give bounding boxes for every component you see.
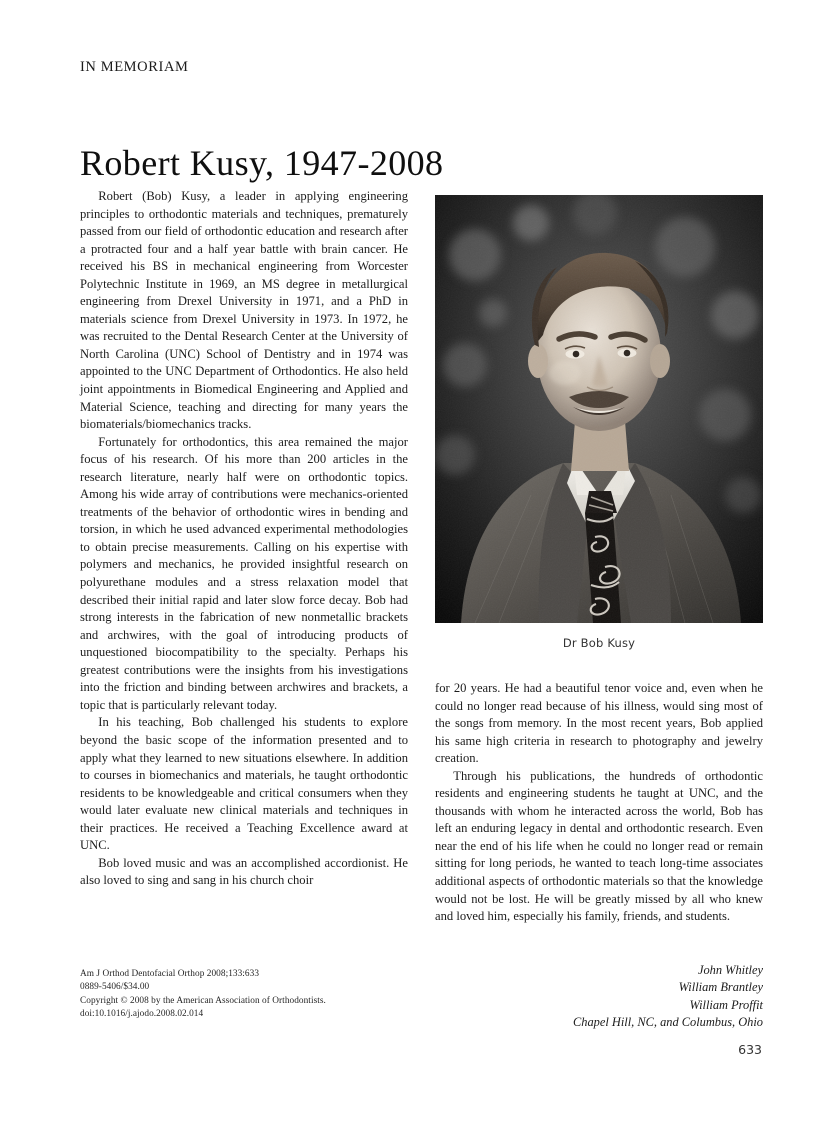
page-title: Robert Kusy, 1947-2008 [80, 143, 444, 184]
portrait-photo [435, 195, 763, 623]
footnote-block [80, 968, 420, 1022]
paragraph: Robert (Bob) Kusy, a leader in applying engineering principles to orthodontic materials and techniques, prematurely passed from our field of orthodontic education and research after a protracted four and a half year battle with brain cancer. He received his BS in mechanical engineering from Worcester Polytechnic Institute in 1969, an MS degree in metallurgical engineering from Drexel University in 1971, and a PhD in materials science from Drexel University in 1973. In 1972, he was recruited to the Dental Research Center at the University of North Carolina (UNC) School of Dentistry and in 1974 was appointed to the UNC Department of Orthodontics. He also held joint appointments in Biomedical Engineering and Applied and Material Science, teaching and directing for many years the biomaterials/biomechanics tracks. [80, 189, 408, 432]
issn-price: 0889-5406/$34.00 [80, 982, 150, 993]
paragraph: Fortunately for orthodontics, this area remained the major focus of his research. Of his more than 200 articles in the research literature, nearly half were on orthodontic topics. Among his wide array of contributions were mechanics-oriented treatments of the behavior of orthodontic wires in bending and torsion, in which he used advanced experimental methodologies to obtain precise measurements. Calling on his expertise with polymers and mechanics, he provided insightful research on polyurethane modules and a stress relaxation model that described their initial rapid and later slow force decay. Bob had strong interests in the fabrication of new nonmetallic brackets and archwires, with the goal of introducing products of unquestioned biocompatibility to the specialty. Perhaps his greatest contributions were the insights from his investigations into the friction and binding between archwires and brackets, a topic that is particularly relevant today. [80, 434, 408, 712]
body-left-column [80, 188, 408, 890]
signature-location: Chapel Hill, NC, and Columbus, Ohio [572, 1015, 763, 1030]
section-kicker: IN MEMORIAM [80, 59, 189, 75]
paragraph: for 20 years. He had a beautiful tenor voice and, even when he could no longer read because of his illness, would sing most of the songs from memory. In the most recent years, Bob applied his same high criteria in research to photography and jewelry creation. [435, 681, 763, 766]
body-right-column [435, 680, 763, 926]
signature-line: John Whitley [697, 963, 763, 977]
paragraph: Through his publications, the hundreds of orthodontic residents and engineering students he taught at UNC, and the thousands with whom he interacted across the world, Bob has left an enduring legacy in dental and orthodontic research. Even near the end of his life when he could no longer read or remain sitting for long periods, he wanted to teach long-time associates additional aspects of orthodontic materials so that the knowledge would not be lost. He will be greatly missed by all who knew and loved him, especially his family, friends, and students. [435, 768, 763, 924]
page-number: 633 [738, 1042, 762, 1057]
journal-citation: Am J Orthod Dentofacial Orthop 2008;133:633 [80, 969, 260, 979]
signature-block [435, 962, 763, 1032]
signature-line: William Proffit [689, 997, 763, 1012]
paragraph: Bob loved music and was an accomplished accordionist. He also loved to sing and sang in his church choir [80, 855, 408, 888]
paragraph: In his teaching, Bob challenged his students to explore beyond the basic scope of the information presented and to apply what they learned to new situations elsewhere. In addition to courses in biomechanics and materials, he taught orthodontic residents to be knowledgeable and critical consumers when they would later evaluate new clinical materials and techniques in their practices. He received a Teaching Excellence award at UNC. [80, 715, 408, 853]
copyright-notice: Copyright © 2008 by the American Association of Orthodontists. [80, 995, 326, 1006]
portrait-figure [435, 195, 763, 650]
figure-caption: Dr Bob Kusy [562, 636, 636, 650]
doi: doi:10.1016/j.ajodo.2008.02.014 [80, 1009, 204, 1020]
signature-line: William Brantley [678, 980, 763, 995]
